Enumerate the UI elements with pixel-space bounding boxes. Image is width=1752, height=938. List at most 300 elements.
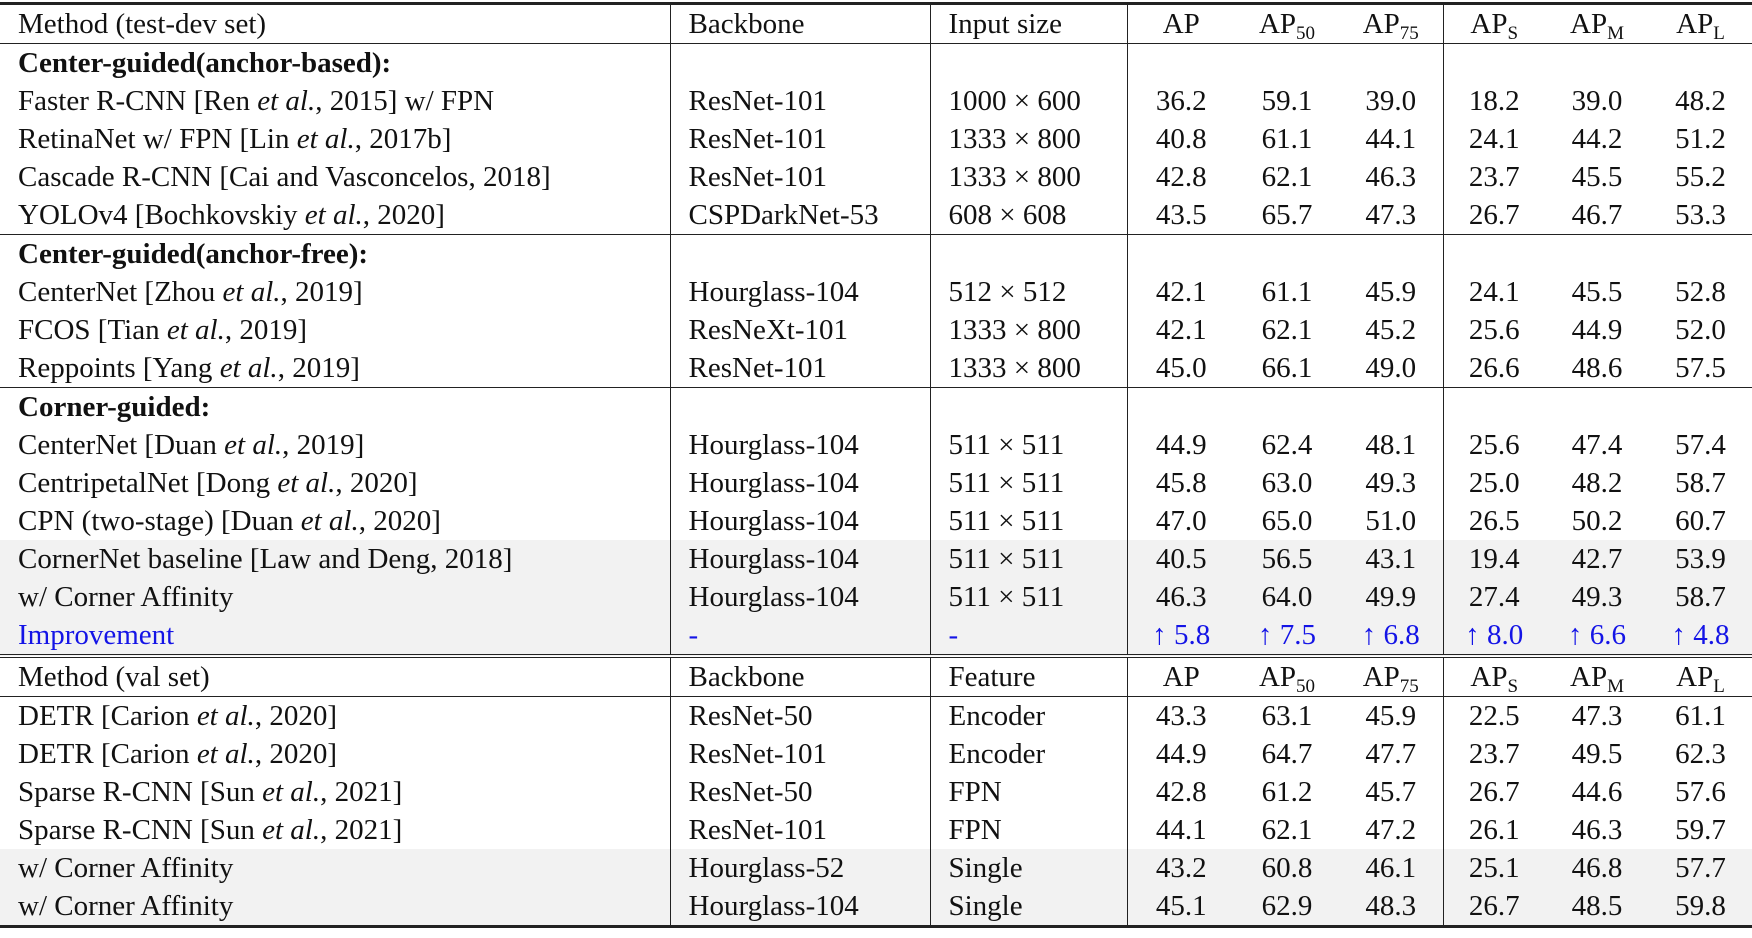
input-size-cell: 511 × 511 bbox=[930, 502, 1127, 540]
backbone-cell: ResNet-101 bbox=[670, 120, 930, 158]
metric-value: 57.6 bbox=[1675, 776, 1726, 808]
metric-value: 45.1 bbox=[1127, 887, 1235, 927]
metric-value: 42.7 bbox=[1545, 540, 1649, 578]
table-row bbox=[0, 887, 1752, 927]
table-row bbox=[0, 502, 1752, 540]
et-al: et al. bbox=[222, 276, 281, 308]
metric-subscript: 50 bbox=[1296, 676, 1316, 697]
metric-value: 43.5 bbox=[1127, 196, 1235, 235]
metric-value: 60.7 bbox=[1675, 505, 1726, 537]
metric-value: 25.1 bbox=[1443, 849, 1545, 887]
column-header-backbone: Backbone bbox=[670, 4, 930, 44]
input-size-cell: 511 × 511 bbox=[930, 540, 1127, 578]
method-name: RetinaNet w/ FPN [Lin bbox=[18, 123, 297, 155]
metric-value: 45.2 bbox=[1365, 314, 1417, 346]
metric-value: 63.0 bbox=[1261, 467, 1313, 499]
metric-value: 58.7 bbox=[1675, 467, 1726, 499]
metric-value: 58.7 bbox=[1649, 578, 1752, 616]
metric-value: 36.2 bbox=[1127, 82, 1235, 120]
table-row bbox=[0, 82, 1752, 120]
backbone-cell: ResNet-101 bbox=[670, 158, 930, 196]
method-cell bbox=[0, 887, 670, 927]
input-size-cell: 1000 × 600 bbox=[930, 82, 1127, 120]
column-header-metric bbox=[1649, 656, 1752, 697]
metric-value: 46.3 bbox=[1365, 161, 1417, 193]
method-cell bbox=[0, 735, 670, 773]
column-header-metric bbox=[1443, 4, 1545, 44]
input-size-cell: 608 × 608 bbox=[930, 196, 1127, 235]
input-size-cell: 1333 × 800 bbox=[930, 120, 1127, 158]
metric-value: 48.5 bbox=[1545, 887, 1649, 927]
backbone-cell: ResNet-101 bbox=[670, 811, 930, 849]
column-header-metric bbox=[1545, 656, 1649, 697]
empty-cell bbox=[1443, 44, 1545, 83]
metric-subscript: L bbox=[1713, 676, 1725, 697]
feature-cell: FPN bbox=[930, 811, 1127, 849]
column-header-method: Method (test-dev set) bbox=[0, 4, 670, 44]
method-name: w/ Corner Affinity bbox=[18, 890, 234, 922]
et-al: et al. bbox=[300, 505, 359, 537]
feature-cell: Encoder bbox=[930, 697, 1127, 736]
method-citation: , 2020] bbox=[358, 505, 441, 537]
backbone-cell: Hourglass-104 bbox=[670, 887, 930, 927]
group-header-row bbox=[0, 235, 1752, 274]
metric-value: 19.4 bbox=[1443, 540, 1545, 578]
metric-value: 62.9 bbox=[1235, 887, 1339, 927]
metric-value: 61.1 bbox=[1261, 276, 1313, 308]
metric-value: 46.7 bbox=[1571, 199, 1623, 231]
backbone-cell: Hourglass-104 bbox=[670, 464, 930, 502]
et-al: et al. bbox=[196, 738, 255, 770]
metric-value: 42.1 bbox=[1127, 273, 1235, 311]
empty-cell bbox=[1127, 44, 1235, 83]
metric-value: 59.8 bbox=[1649, 887, 1752, 927]
metric-value: 44.6 bbox=[1571, 776, 1623, 808]
table-row bbox=[0, 811, 1752, 849]
group-header-row bbox=[0, 44, 1752, 83]
method-name: DETR [Carion bbox=[18, 700, 197, 732]
method-citation: , 2015] w/ FPN bbox=[315, 85, 495, 117]
metric-value: 61.2 bbox=[1261, 776, 1313, 808]
method-cell bbox=[0, 811, 670, 849]
table-row bbox=[0, 849, 1752, 887]
method-name: Cascade R-CNN [Cai and Vasconcelos, 2018] bbox=[18, 161, 551, 193]
method-name: Sparse R-CNN [Sun bbox=[18, 814, 263, 846]
empty-cell bbox=[930, 44, 1127, 83]
metric-value: 61.1 bbox=[1649, 697, 1752, 736]
metric-name: AP bbox=[1162, 661, 1200, 693]
backbone-cell: ResNet-50 bbox=[670, 773, 930, 811]
backbone-cell: ResNeXt-101 bbox=[670, 311, 930, 349]
header-row bbox=[0, 4, 1752, 44]
table-row bbox=[0, 273, 1752, 311]
metric-value: 48.1 bbox=[1365, 429, 1417, 461]
column-header-metric bbox=[1339, 4, 1443, 44]
empty-cell bbox=[670, 388, 930, 427]
backbone-cell: - bbox=[670, 616, 930, 656]
method-cell bbox=[0, 82, 670, 120]
metric-value: 49.3 bbox=[1545, 578, 1649, 616]
input-size-cell: 511 × 511 bbox=[930, 464, 1127, 502]
metric-value: ↑ 7.5 bbox=[1235, 616, 1339, 656]
method-citation: , 2020] bbox=[254, 700, 337, 732]
metric-value: 26.6 bbox=[1443, 349, 1545, 388]
metric-value: 47.4 bbox=[1571, 429, 1623, 461]
empty-cell bbox=[1545, 235, 1649, 274]
metric-value: 48.6 bbox=[1571, 352, 1623, 384]
metric-name: AP bbox=[1362, 8, 1400, 40]
metric-value: 50.2 bbox=[1571, 505, 1623, 537]
metric-value: 43.1 bbox=[1339, 540, 1443, 578]
metric-value: 51.2 bbox=[1675, 123, 1726, 155]
method-citation: , 2021] bbox=[320, 814, 403, 846]
method-name: Improvement bbox=[18, 619, 175, 651]
metric-name: AP bbox=[1676, 8, 1714, 40]
metric-value: 43.2 bbox=[1127, 849, 1235, 887]
metric-value: 47.3 bbox=[1365, 199, 1417, 231]
metric-value: 44.2 bbox=[1571, 123, 1623, 155]
metric-value: ↑ 6.8 bbox=[1339, 616, 1443, 656]
table-row bbox=[0, 464, 1752, 502]
group-title: Center-guided(anchor-based): bbox=[0, 44, 670, 83]
et-al: et al. bbox=[304, 199, 363, 231]
input-size-cell: 511 × 511 bbox=[930, 426, 1127, 464]
method-cell bbox=[0, 502, 670, 540]
empty-cell bbox=[1235, 44, 1339, 83]
et-al: et al. bbox=[277, 467, 336, 499]
metric-value: 24.1 bbox=[1443, 273, 1545, 311]
feature-cell: Single bbox=[930, 887, 1127, 927]
metric-value: 46.8 bbox=[1545, 849, 1649, 887]
metric-subscript: 50 bbox=[1296, 23, 1316, 44]
metric-value: 48.2 bbox=[1675, 85, 1726, 117]
metric-value: 65.0 bbox=[1261, 505, 1313, 537]
metric-value: 60.8 bbox=[1235, 849, 1339, 887]
metric-value: 46.1 bbox=[1339, 849, 1443, 887]
metric-value: ↑ 6.6 bbox=[1545, 616, 1649, 656]
method-name: w/ Corner Affinity bbox=[18, 581, 234, 613]
metric-value: 62.4 bbox=[1261, 429, 1313, 461]
backbone-cell: Hourglass-104 bbox=[670, 540, 930, 578]
metric-value: 62.3 bbox=[1675, 738, 1726, 770]
table-row bbox=[0, 158, 1752, 196]
table-row bbox=[0, 349, 1752, 388]
metric-name: AP bbox=[1676, 661, 1714, 693]
empty-cell bbox=[1545, 44, 1649, 83]
empty-cell bbox=[1545, 388, 1649, 427]
method-cell bbox=[0, 311, 670, 349]
metric-value: 65.7 bbox=[1261, 199, 1313, 231]
method-cell bbox=[0, 349, 670, 388]
metric-subscript: M bbox=[1607, 676, 1624, 697]
metric-value: 18.2 bbox=[1443, 82, 1545, 120]
input-size-cell: 1333 × 800 bbox=[930, 349, 1127, 388]
column-header-metric bbox=[1649, 4, 1752, 44]
header-row bbox=[0, 656, 1752, 697]
metric-value: 44.9 bbox=[1571, 314, 1623, 346]
metric-value: 42.1 bbox=[1127, 311, 1235, 349]
empty-cell bbox=[930, 388, 1127, 427]
metric-value: 26.7 bbox=[1443, 196, 1545, 235]
input-size-cell: 1333 × 800 bbox=[930, 158, 1127, 196]
metric-value: 46.3 bbox=[1127, 578, 1235, 616]
group-header-row bbox=[0, 388, 1752, 427]
metric-value: 56.5 bbox=[1235, 540, 1339, 578]
metric-subscript: M bbox=[1607, 23, 1624, 44]
method-cell bbox=[0, 464, 670, 502]
method-citation: , 2017b] bbox=[354, 123, 452, 155]
column-header-metric bbox=[1235, 4, 1339, 44]
metric-value: 64.7 bbox=[1261, 738, 1313, 770]
empty-cell bbox=[1443, 388, 1545, 427]
metric-value: 45.9 bbox=[1339, 697, 1443, 736]
et-al: et al. bbox=[262, 776, 321, 808]
metric-value: 62.1 bbox=[1261, 161, 1313, 193]
backbone-cell: ResNet-101 bbox=[670, 82, 930, 120]
improvement-row bbox=[0, 616, 1752, 656]
metric-value: 63.1 bbox=[1235, 697, 1339, 736]
feature-cell: Encoder bbox=[930, 735, 1127, 773]
et-al: et al. bbox=[219, 352, 278, 384]
metric-value: 47.3 bbox=[1545, 697, 1649, 736]
metric-value: 23.7 bbox=[1443, 158, 1545, 196]
method-name: CenterNet [Duan bbox=[18, 429, 225, 461]
input-size-cell: - bbox=[930, 616, 1127, 656]
method-cell bbox=[0, 120, 670, 158]
method-cell bbox=[0, 158, 670, 196]
empty-cell bbox=[930, 235, 1127, 274]
method-name: CornerNet baseline [Law and Deng, 2018] bbox=[18, 543, 513, 575]
empty-cell bbox=[1339, 44, 1443, 83]
metric-value: 45.0 bbox=[1127, 349, 1235, 388]
method-citation: , 2020] bbox=[335, 467, 418, 499]
metric-value: 62.1 bbox=[1261, 814, 1313, 846]
metric-name: AP bbox=[1162, 8, 1200, 40]
metric-value: 44.1 bbox=[1127, 811, 1235, 849]
backbone-cell: ResNet-50 bbox=[670, 697, 930, 736]
metric-value: 27.4 bbox=[1443, 578, 1545, 616]
metric-value: 26.1 bbox=[1443, 811, 1545, 849]
metric-value: 26.5 bbox=[1443, 502, 1545, 540]
metric-value: 57.4 bbox=[1675, 429, 1726, 461]
backbone-cell: Hourglass-104 bbox=[670, 426, 930, 464]
metric-value: 39.0 bbox=[1571, 85, 1623, 117]
empty-cell bbox=[1127, 388, 1235, 427]
table-row bbox=[0, 773, 1752, 811]
method-citation: , 2019] bbox=[224, 314, 307, 346]
metric-value: 22.5 bbox=[1443, 697, 1545, 736]
method-citation: , 2020] bbox=[362, 199, 445, 231]
et-al: et al. bbox=[166, 314, 225, 346]
method-citation: , 2019] bbox=[277, 352, 360, 384]
metric-value: 64.0 bbox=[1235, 578, 1339, 616]
method-cell bbox=[0, 578, 670, 616]
method-cell bbox=[0, 849, 670, 887]
metric-value: 48.3 bbox=[1339, 887, 1443, 927]
empty-cell bbox=[1127, 235, 1235, 274]
empty-cell bbox=[1649, 235, 1752, 274]
metric-value: 66.1 bbox=[1261, 352, 1313, 384]
table-row bbox=[0, 311, 1752, 349]
method-name: CPN (two-stage) [Duan bbox=[18, 505, 301, 537]
method-name: YOLOv4 [Bochkovskiy bbox=[18, 199, 305, 231]
empty-cell bbox=[1443, 235, 1545, 274]
metric-value: ↑ 5.8 bbox=[1127, 616, 1235, 656]
results-table bbox=[0, 2, 1752, 928]
column-header-method: Method (val set) bbox=[0, 656, 670, 697]
metric-value: 45.7 bbox=[1365, 776, 1417, 808]
method-citation: , 2019] bbox=[282, 429, 365, 461]
input-size-cell: 1333 × 800 bbox=[930, 311, 1127, 349]
table-row bbox=[0, 578, 1752, 616]
method-cell bbox=[0, 196, 670, 235]
metric-value: 55.2 bbox=[1675, 161, 1726, 193]
table-row bbox=[0, 426, 1752, 464]
metric-name: AP bbox=[1258, 661, 1297, 693]
method-cell bbox=[0, 273, 670, 311]
metric-value: 49.5 bbox=[1571, 738, 1623, 770]
et-al: et al. bbox=[224, 429, 283, 461]
metric-value: 43.3 bbox=[1127, 697, 1235, 736]
method-cell bbox=[0, 697, 670, 736]
method-cell bbox=[0, 540, 670, 578]
metric-value: 59.1 bbox=[1261, 85, 1313, 117]
metric-value: 44.9 bbox=[1127, 735, 1235, 773]
backbone-cell: CSPDarkNet-53 bbox=[670, 196, 930, 235]
metric-value: 42.8 bbox=[1127, 773, 1235, 811]
metric-value: ↑ 8.0 bbox=[1443, 616, 1545, 656]
metric-value: 25.6 bbox=[1443, 311, 1545, 349]
metric-value: 45.9 bbox=[1365, 276, 1417, 308]
group-title: Corner-guided: bbox=[0, 388, 670, 427]
et-al: et al. bbox=[262, 814, 321, 846]
metric-value: 47.2 bbox=[1365, 814, 1417, 846]
metric-value: 45.5 bbox=[1571, 161, 1623, 193]
metric-name: AP bbox=[1570, 661, 1608, 693]
metric-value: ↑ 4.8 bbox=[1649, 616, 1752, 656]
method-cell bbox=[0, 426, 670, 464]
metric-value: 25.6 bbox=[1443, 426, 1545, 464]
empty-cell bbox=[670, 235, 930, 274]
metric-value: 40.8 bbox=[1127, 120, 1235, 158]
metric-subscript: 75 bbox=[1399, 23, 1419, 44]
metric-name: AP bbox=[1470, 661, 1508, 693]
group-title: Center-guided(anchor-free): bbox=[0, 235, 670, 274]
backbone-cell: Hourglass-52 bbox=[670, 849, 930, 887]
column-header-backbone: Backbone bbox=[670, 656, 930, 697]
metric-value: 39.0 bbox=[1365, 85, 1417, 117]
metric-name: AP bbox=[1362, 661, 1400, 693]
table-row bbox=[0, 697, 1752, 736]
column-header-metric bbox=[1235, 656, 1339, 697]
method-name: CentripetalNet [Dong bbox=[18, 467, 278, 499]
method-name: Sparse R-CNN [Sun bbox=[18, 776, 263, 808]
backbone-cell: Hourglass-104 bbox=[670, 502, 930, 540]
method-citation: , 2021] bbox=[320, 776, 403, 808]
metric-value: 47.7 bbox=[1365, 738, 1417, 770]
method-cell bbox=[0, 773, 670, 811]
empty-cell bbox=[1649, 44, 1752, 83]
input-size-cell: 512 × 512 bbox=[930, 273, 1127, 311]
metric-name: AP bbox=[1570, 8, 1608, 40]
metric-value: 57.7 bbox=[1649, 849, 1752, 887]
column-header-metric bbox=[1545, 4, 1649, 44]
empty-cell bbox=[1339, 388, 1443, 427]
method-citation: , 2020] bbox=[254, 738, 337, 770]
column-header-metric bbox=[1127, 4, 1235, 44]
empty-cell bbox=[1649, 388, 1752, 427]
column-header-metric bbox=[1127, 656, 1235, 697]
feature-cell: FPN bbox=[930, 773, 1127, 811]
feature-cell: Single bbox=[930, 849, 1127, 887]
et-al: et al. bbox=[257, 85, 316, 117]
metric-value: 44.1 bbox=[1365, 123, 1417, 155]
metric-value: 53.3 bbox=[1675, 199, 1726, 231]
empty-cell bbox=[670, 44, 930, 83]
metric-value: 46.3 bbox=[1571, 814, 1623, 846]
empty-cell bbox=[1339, 235, 1443, 274]
metric-subscript: S bbox=[1507, 23, 1519, 44]
metric-value: 52.0 bbox=[1675, 314, 1726, 346]
metric-value: 49.3 bbox=[1365, 467, 1417, 499]
empty-cell bbox=[1235, 235, 1339, 274]
metric-value: 59.7 bbox=[1675, 814, 1726, 846]
method-name: Reppoints [Yang bbox=[18, 352, 220, 384]
et-al: et al. bbox=[296, 123, 355, 155]
metric-name: AP bbox=[1258, 8, 1297, 40]
metric-value: 45.8 bbox=[1127, 464, 1235, 502]
column-header-metric bbox=[1339, 656, 1443, 697]
method-name: FCOS [Tian bbox=[18, 314, 167, 346]
column-header-feature: Feature bbox=[930, 656, 1127, 697]
metric-value: 53.9 bbox=[1649, 540, 1752, 578]
table-row bbox=[0, 120, 1752, 158]
metric-value: 61.1 bbox=[1261, 123, 1313, 155]
metric-value: 52.8 bbox=[1675, 276, 1726, 308]
metric-value: 44.9 bbox=[1127, 426, 1235, 464]
metric-value: 25.0 bbox=[1443, 464, 1545, 502]
metric-value: 23.7 bbox=[1443, 735, 1545, 773]
metric-value: 42.8 bbox=[1127, 158, 1235, 196]
metric-value: 47.0 bbox=[1127, 502, 1235, 540]
backbone-cell: Hourglass-104 bbox=[670, 273, 930, 311]
metric-value: 51.0 bbox=[1365, 505, 1417, 537]
metric-value: 49.0 bbox=[1365, 352, 1417, 384]
metric-value: 24.1 bbox=[1443, 120, 1545, 158]
metric-value: 57.5 bbox=[1675, 352, 1726, 384]
metric-subscript: L bbox=[1713, 23, 1725, 44]
backbone-cell: ResNet-101 bbox=[670, 735, 930, 773]
metric-value: 40.5 bbox=[1127, 540, 1235, 578]
input-size-cell: 511 × 511 bbox=[930, 578, 1127, 616]
method-cell bbox=[0, 616, 670, 656]
et-al: et al. bbox=[196, 700, 255, 732]
method-citation: , 2019] bbox=[280, 276, 363, 308]
column-header-input-size: Input size bbox=[930, 4, 1127, 44]
metric-value: 26.7 bbox=[1443, 887, 1545, 927]
backbone-cell: ResNet-101 bbox=[670, 349, 930, 388]
method-name: DETR [Carion bbox=[18, 738, 197, 770]
metric-name: AP bbox=[1470, 8, 1508, 40]
metric-value: 45.5 bbox=[1571, 276, 1623, 308]
backbone-cell: Hourglass-104 bbox=[670, 578, 930, 616]
metric-subscript: 75 bbox=[1399, 676, 1419, 697]
empty-cell bbox=[1235, 388, 1339, 427]
metric-value: 62.1 bbox=[1261, 314, 1313, 346]
method-name: Faster R-CNN [Ren bbox=[18, 85, 258, 117]
metric-subscript: S bbox=[1507, 676, 1519, 697]
table-row bbox=[0, 540, 1752, 578]
